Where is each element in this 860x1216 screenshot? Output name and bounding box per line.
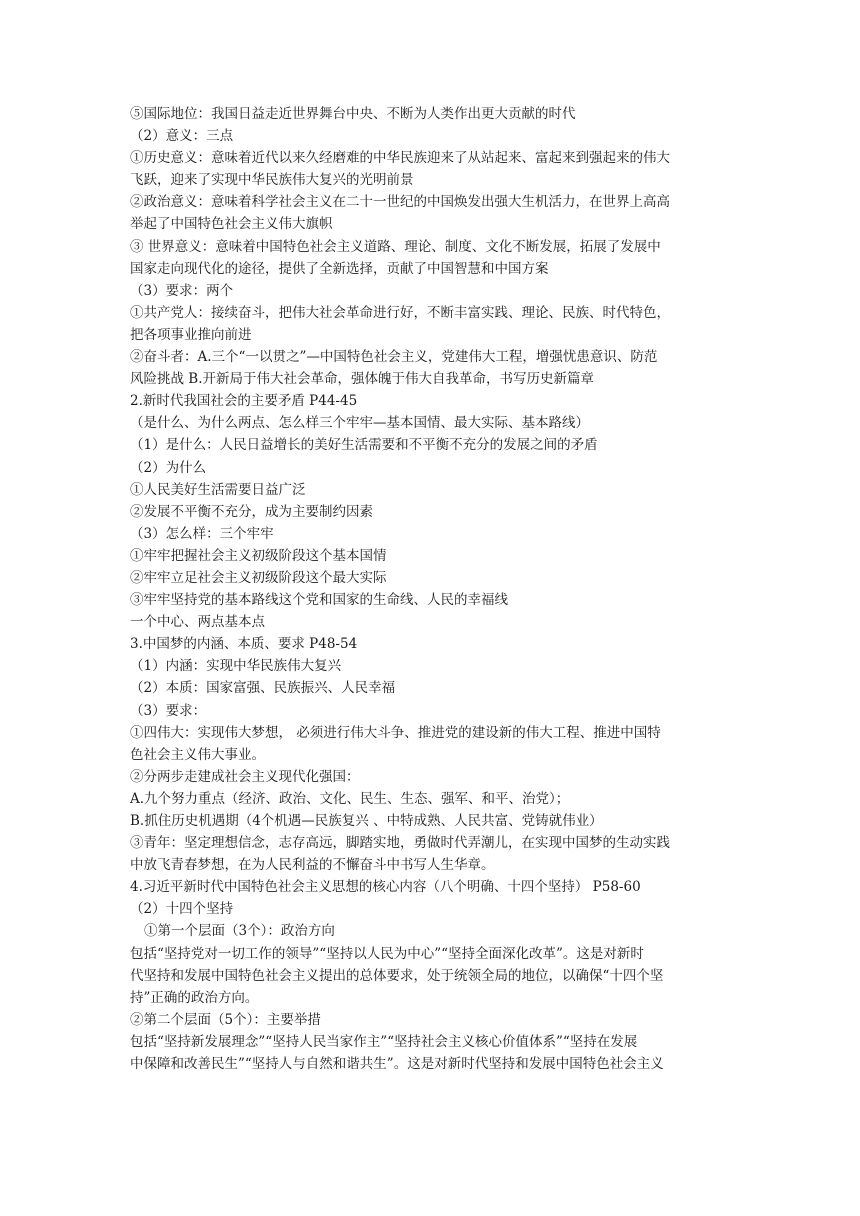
text-line: ②政治意义：意味着科学社会主义在二十一世纪的中国焕发出强大生机活力，在世界上高高 (130, 194, 670, 211)
text-line: （2）为什么 (130, 459, 207, 476)
text-line: 色社会主义伟大事业。 (130, 746, 265, 763)
text-line: ③ 世界意义：意味着中国特色社会主义道路、理论、制度、文化不断发展，拓展了发展中 (130, 238, 661, 255)
text-line: ⑤国际地位：我国日益走近世界舞台中央、不断为人类作出更大贡献的时代 (130, 106, 576, 122)
text-line: 举起了中国特色社会主义伟大旗帜 (130, 216, 333, 233)
text-line: （1）是什么：人民日益增长的美好生活需要和不平衡不充分的发展之间的矛盾 (130, 437, 598, 454)
text-line: ②分两步走建成社会主义现代化强国： (130, 768, 360, 785)
section-heading: 3.中国梦的内涵、本质、要求 P48-54 (130, 636, 358, 653)
text-line: 代坚持和发展中国特色社会主义提出的总体要求，处于统领全局的地位，以确保“十四个坚 (130, 967, 664, 984)
text-line: A.九个努力重点（经济、政治、文化、民生、生态、强军、和平、治党）； (130, 790, 570, 807)
text-line: B.抓住历史机遇期（4个机遇—民族复兴 、中特成熟、人民共富、党铸就伟业） (130, 813, 603, 829)
text-line: 把各项事业推向前进 (130, 326, 252, 343)
text-line: （是什么、为什么两点、怎么样三个牢牢—基本国情、最大实际、基本路线） (130, 415, 589, 432)
text-line: 中放飞青春梦想，在为人民利益的不懈奋斗中书写人生华章。 (130, 857, 495, 874)
text-line: 风险挑战 B.开新局于伟大社会革命，强体魄于伟大自我革命，书写历史新篇章 (130, 371, 595, 388)
text-line: ①牢牢把握社会主义初级阶段这个基本国情 (130, 547, 387, 564)
text-line: （3）要求： (130, 702, 207, 719)
text-line: ②牢牢立足社会主义初级阶段这个最大实际 (130, 569, 387, 586)
text-line: ①历史意义：意味着近代以来久经磨难的中华民族迎来了从站起来、富起来到强起来的伟大 (130, 150, 670, 167)
text-line: （2）本质：国家富强、民族振兴、人民幸福 (130, 680, 396, 697)
text-line: 飞跃，迎来了实现中华民族伟大复兴的光明前景 (130, 172, 414, 189)
text-line: 包括“坚持新发展理念”“坚持人民当家作主”“坚持社会主义核心价值体系”“坚持在发展 (130, 1033, 638, 1050)
text-line: ①四伟大：实现伟大梦想， 必须进行伟大斗争、推进党的建设新的伟大工程、推进中国特 (130, 724, 661, 741)
text-line: ②奋斗者：A.三个“一以贯之”—中国特色社会主义，党建伟大工程，增强忧患意识、防范 (130, 349, 658, 366)
text-line: ①人民美好生活需要日益广泛 (130, 481, 306, 498)
text-line: ①共产党人：接续奋斗，把伟大社会革命进行好，不断丰富实践、理论、民族、时代特色， (130, 304, 670, 321)
text-line: （1）内涵：实现中华民族伟大复兴 (130, 658, 342, 675)
section-heading: 4.习近平新时代中国特色社会主义思想的核心内容（八个明确、十四个坚持） P58-60 (130, 879, 641, 896)
text-line: （3）怎么样：三个牢牢 (130, 525, 274, 542)
text-line: 中保障和改善民生”“坚持人与自然和谐共生”。这是对新时代坚持和发展中国特色社会主义 (130, 1056, 664, 1073)
text-line: 国家走向现代化的途径，提供了全新选择，贡献了中国智慧和中国方案 (130, 260, 549, 277)
text-line: ③青年：坚定理想信念，志存高远，脚踏实地，勇做时代弄潮儿，在实现中国梦的生动实践 (130, 835, 670, 852)
document-body (130, 103, 742, 1075)
text-line: ②第二个层面（5个）：主要举措 (130, 1011, 321, 1028)
text-line: 包括“坚持党对一切工作的领导”“坚持以人民为中心”“坚持全面深化改革”。这是对新时 (130, 945, 644, 962)
text-line: （3）要求：两个 (130, 282, 234, 299)
text-line: 持”正确的政治方向。 (130, 989, 259, 1006)
text-line: ①第一个层面（3个）：政治方向 (144, 923, 335, 940)
text-line: ③牢牢坚持党的基本路线这个党和国家的生命线、人民的幸福线 (130, 592, 508, 609)
text-line: （2）十四个坚持 (130, 901, 234, 918)
text-line: ②发展不平衡不充分，成为主要制约因素 (130, 503, 373, 520)
text-line: （2）意义：三点 (130, 128, 234, 145)
text-line: 一个中心、两点基本点 (130, 614, 265, 631)
section-heading: 2.新时代我国社会的主要矛盾 P44-45 (130, 393, 358, 410)
